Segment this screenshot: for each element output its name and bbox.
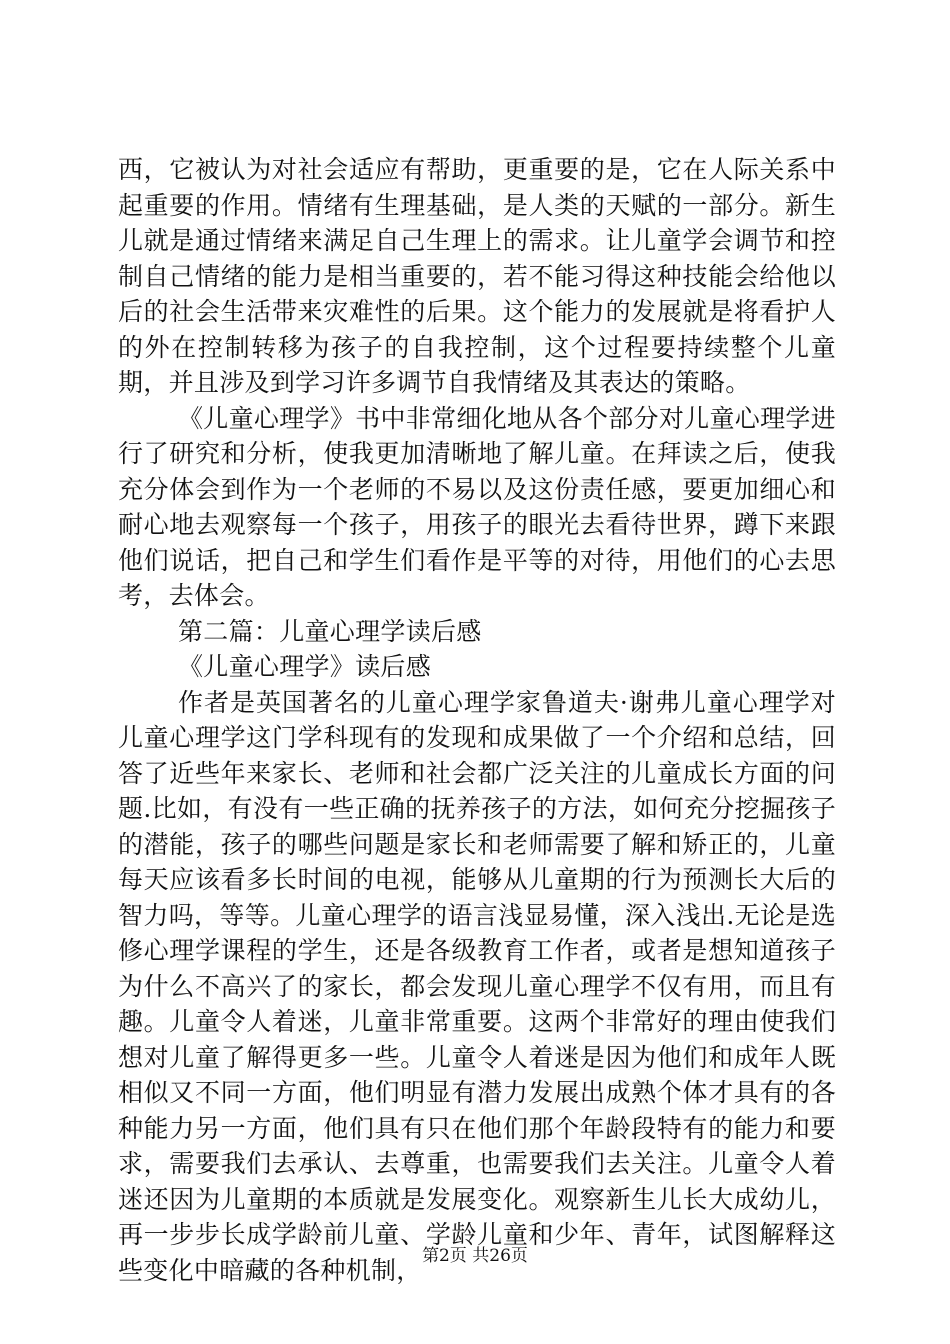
paragraph-review: 作者是英国著名的儿童心理学家鲁道夫·谢弗儿童心理学对儿童心理学这门学科现有的发现和成果做了一个介绍和总结，回答了近些年来家长、老师和社会都广泛关注的儿童成长方面的问题.比如，有没有一些正确的抚养孩子的方法，如何充分挖掘孩子的潜能，孩子的哪些问题是家长和老师需要了解和矫正的，儿童每天应该看多长时间的电视，能够从儿童期的行为预测长大后的智力吗，等等。儿童心理学的语言浅显易懂，深入浅出.无论是选修心理学课程的学生，还是各级教育工作者，或者是想知道孩子为什么不高兴了的家长，都会发现儿童心理学不仅有用，而且有趣。儿童令人着迷，儿童非常重要。这两个非常好的理由使我们想对儿童了解得更多一些。儿童令人着迷是因为他们和成年人既相似又不同一方面，他们明显有潜力发展出成熟个体才具有的各种能力另一方面，他们具有只在他们那个年龄段特有的能力和要求，需要我们去承认、去尊重，也需要我们去关注。儿童令人着迷还因为儿童期的本质就是发展变化。观察新生儿长大成幼儿，再一步步长成学龄前儿童、学龄儿童和少年、青年，试图解释这些变化中暗藏的各种机制， xyxy=(118,687,836,1285)
page-footer: 第2页 共26页 xyxy=(422,1246,528,1266)
paragraph-continuation: 西，它被认为对社会适应有帮助，更重要的是，它在人际关系中起重要的作用。情绪有生理基础，是人类的天赋的一部分。新生儿就是通过情绪来满足自己生理上的需求。让儿童学会调节和控制自己情绪的能力是相当重要的，若不能习得这种技能会给他以后的社会生活带来灾难性的后果。这个能力的发展就是将看护人的外在控制转移为孩子的自我控制，这个过程要持续整个儿童期，并且涉及到学习许多调节自我情绪及其表达的策略。 xyxy=(118,155,836,397)
section-subtitle: 《儿童心理学》读后感 xyxy=(178,652,432,681)
paragraph-reflection: 《儿童心理学》书中非常细化地从各个部分对儿童心理学进行了研究和分析，使我更加清晰地了解儿童。在拜读之后，使我充分体会到作为一个老师的不易以及这份责任感，要更加细心和耐心地去观察每一个孩子，用孩子的眼光去看待世界，蹲下来跟他们说话，把自己和学生们看作是平等的对待，用他们的心去思考，去体会。 xyxy=(118,403,836,610)
document-body xyxy=(118,152,836,1288)
section-heading: 第二篇：儿童心理学读后感 xyxy=(178,616,482,646)
